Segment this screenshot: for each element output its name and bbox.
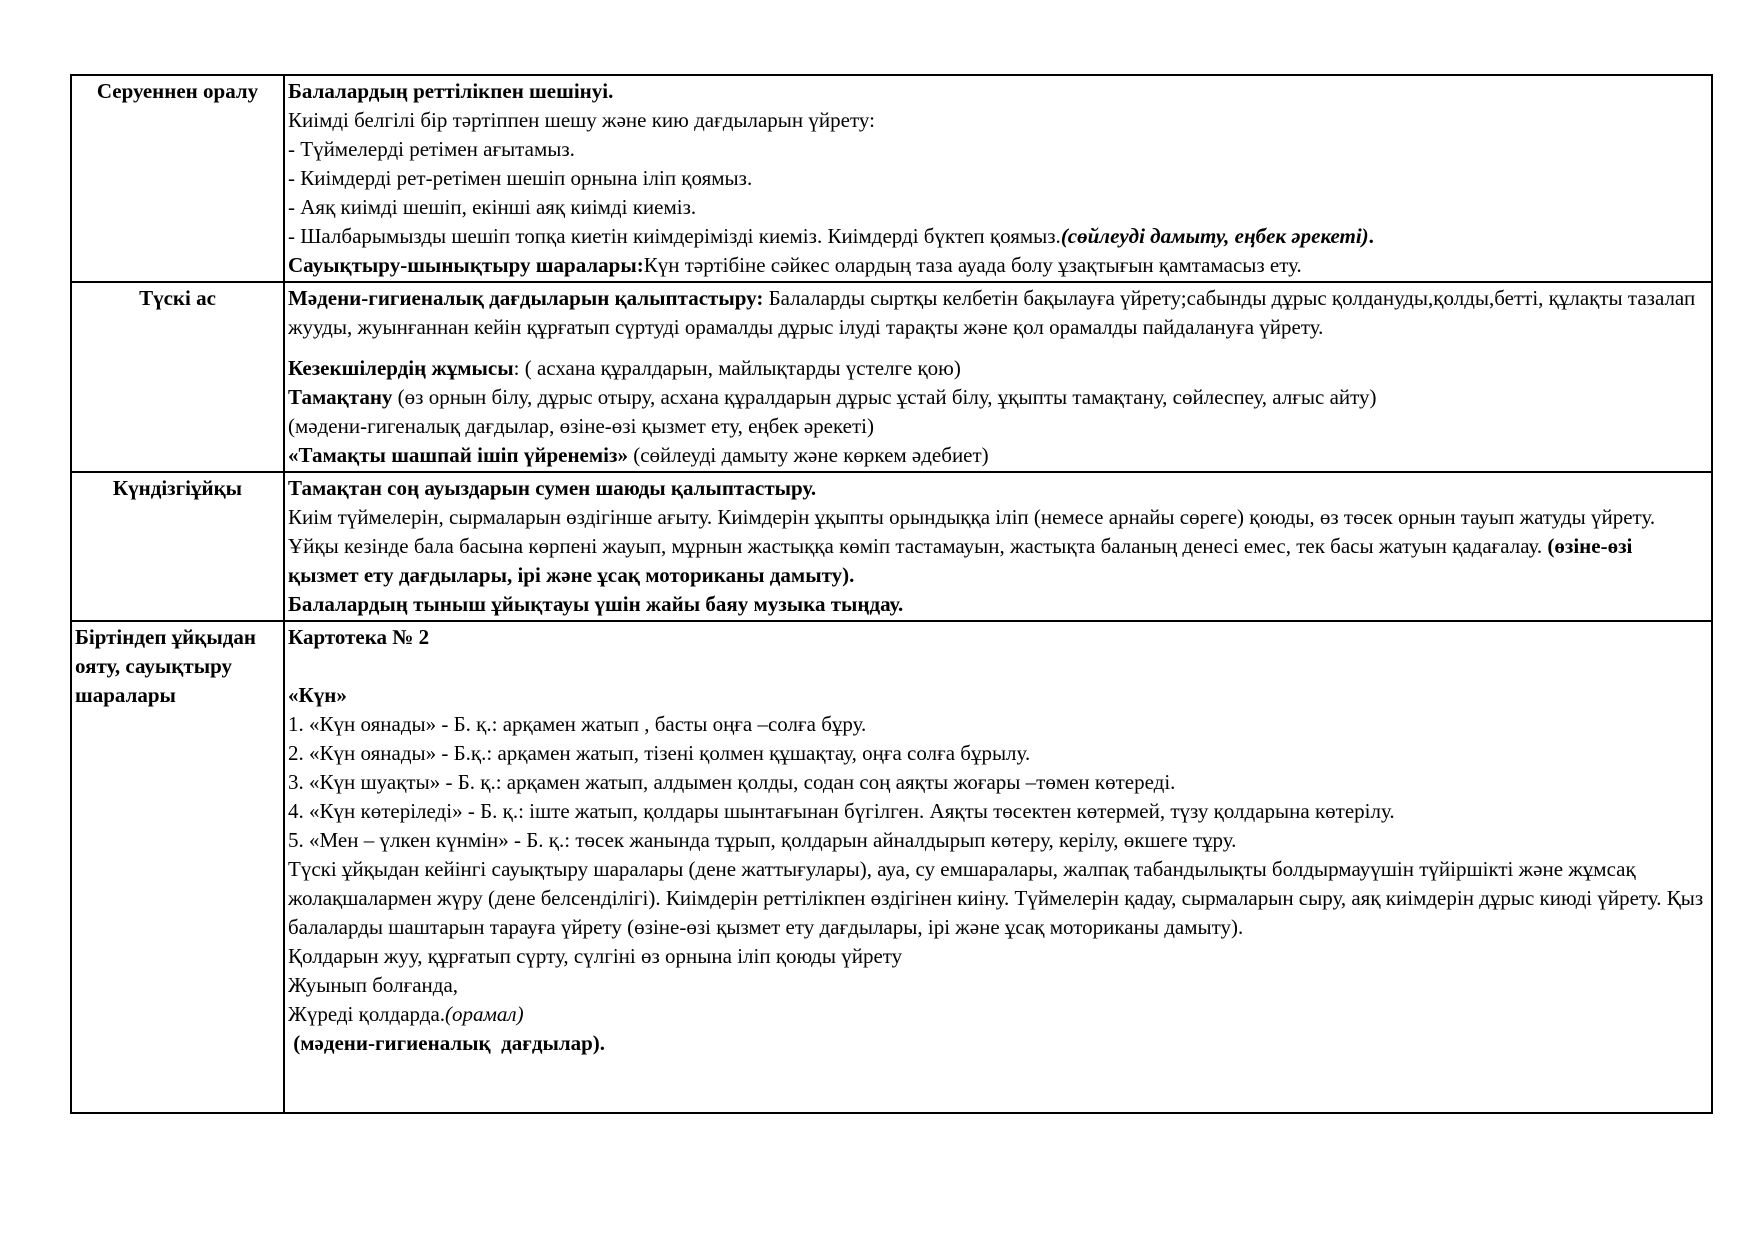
note-text: (сөйлеуді дамыту, еңбек әрекеті) — [1060, 224, 1369, 248]
text-line — [288, 441, 1708, 470]
section-title: «Тамақты шашпай ішіп үйренеміз» — [288, 443, 628, 467]
row-label: Серуеннен оралу — [71, 75, 284, 282]
punctuation: . — [1368, 224, 1374, 248]
text-segment: Балаларды сыртқы келбетін бақылауға үйрету;сабынды дұрыс қолдануды,қолды,бетті, құлақты тазалап жууды, жуынғаннан кейін құрғатып сүртуді орамалды дұрыс ілуді тарақты және қол орамалды пайдалануға үйрету. — [288, 286, 1696, 339]
card-number: Картотека № 2 — [288, 625, 430, 649]
exercise-item: 4. «Күн көтеріледі» - Б. қ.: іште жатып, қолдары шынтағынан бүгілген. Аяқты төсектен көтермей, түзу қолдарына көтерілу. — [288, 799, 1395, 823]
table-row — [71, 621, 1712, 1113]
text-line — [288, 251, 1708, 280]
table-row — [71, 472, 1712, 621]
text-line: - Түймелерді ретімен ағытамыз. — [288, 137, 575, 161]
text-line: Қолдарын жуу, құрғатып сүрту, сүлгіні өз орнына іліп қоюды үйрету — [288, 944, 903, 968]
table-row — [71, 282, 1712, 472]
poem-line: Жуынып болғанда, — [288, 973, 459, 997]
text-segment: Жүреді қолдарда. — [288, 1002, 446, 1026]
text-segment: Киім түймелерін, сырмаларын өздігінше ағыту. Киімдерін ұқыпты орындыққа іліп (немесе арнайы сөреге) қоюды, өз төсек орнын тауып жатуды үйрету. Ұйқы кезінде бала басына көрпені жауып, мұрнын жастыққа көміп тастамауын, жастықта баланың денесі емес, тек басы жатуын қадағалау. — [288, 505, 1656, 558]
text-line: (мәдени-гигеналық дағдылар, өзіне-өзі қызмет ету, еңбек әрекеті) — [288, 414, 875, 438]
row-content — [284, 621, 1712, 1113]
text-paragraph: Түскі ұйқыдан кейінгі сауықтыру шаралары (дене жаттығулары), ауа, су емшаралары, жалпақ табандылықты болдырмауүшін түйіршікті және жұмсақ жолақшалармен жүру (дене белсенділігі). Киімдерін реттілікпен өздігінен киіну. Түймелерін қадау, сырмаларын сыру, аяқ киімдерін дұрыс киюді үйрету. Қыз балаларды шаштарын тарауға үйрету (өзіне-өзі қызмет ету дағдылары, ірі және ұсақ моториканы дамыту). — [288, 857, 1704, 939]
row-label: Күндізгіұйқы — [71, 472, 284, 621]
text-line — [288, 354, 1708, 383]
row-content — [284, 282, 1712, 472]
exercise-item: 3. «Күн шуақты» - Б. қ.: арқамен жатып, алдымен қолды, содан соң аяқты жоғары –төмен көтереді. — [288, 770, 1176, 794]
row-content — [284, 472, 1712, 621]
text-segment: (сөйлеуді дамыту және көркем әдебиет) — [627, 443, 989, 467]
routine-table — [70, 74, 1713, 1114]
text-line — [288, 383, 1708, 412]
spacer — [288, 342, 1708, 354]
row-label: Біртіндеп ұйқыдан ояту, сауықтыру шаралары — [71, 621, 284, 1113]
card-title: «Күн» — [288, 683, 347, 707]
text-line: - Аяқ киімді шешіп, екінші аяқ киімді киеміз. — [288, 195, 697, 219]
text-segment: (өз орнын білу, дұрыс отыру, асхана құралдарын дұрыс ұстай білу, ұқыпты тамақтану, сөйлеспеу, алғыс айту) — [392, 385, 1377, 409]
text-segment: - Шалбарымызды шешіп топқа киетін киімдерімізді киеміз. Киімдерді бүктеп қоямыз. — [288, 224, 1061, 248]
text-segment: Күн тәртібіне сәйкес олардың таза ауада болу ұзақтығын қамтамасыз ету. — [643, 253, 1302, 277]
text-paragraph — [288, 503, 1708, 590]
text-segment: : ( асхана құралдарын, майлықтарды үстелге қою) — [513, 356, 961, 380]
section-title: Балалардың тыныш ұйықтауы үшін жайы баяу музыка тыңдау. — [288, 592, 904, 616]
section-title: Тамақтану — [288, 385, 393, 409]
row-content — [284, 75, 1712, 282]
exercise-item: 5. «Мен – үлкен күнмін» - Б. қ.: төсек жанында тұрып, қолдарын айналдырып көтеру, керілу, өкшеге тұру. — [288, 828, 1237, 852]
poem-line — [288, 1000, 1708, 1029]
section-title: Мәдени-гигиеналық дағдыларын қалыптастыру: — [288, 286, 764, 310]
final-note: (мәдени-гигиеналық дағдылар). — [288, 1031, 606, 1055]
row-label: Түскі ас — [71, 282, 284, 472]
text-line: Киімді белгілі бір тәртіппен шешу және кию дағдыларын үйрету: — [288, 108, 875, 132]
text-line: - Киімдерді рет-ретімен шешіп орнына іліп қоямыз. — [288, 166, 753, 190]
section-title: Кезекшілердің жұмысы — [288, 356, 514, 380]
note-text: (өзіне-өзі қызмет ету дағдылары, ірі және ұсақ моториканы дамыту). — [288, 534, 1633, 587]
exercise-item: 2. «Күн оянады» - Б.қ.: арқамен жатып, тізені қолмен құшақтау, оңға солға бұрылу. — [288, 741, 1031, 765]
section-title: Сауықтыру-шынықтыру шаралары: — [288, 253, 644, 277]
row-title: Балалардың реттілікпен шешінуі. — [288, 79, 614, 103]
exercise-item: 1. «Күн оянады» - Б. қ.: арқамен жатып , басты оңға –солға бұру. — [288, 712, 867, 736]
note-text: (орамал) — [445, 1002, 524, 1026]
row-title: Тамақтан соң ауыздарын сумен шаюды қалыптастыру. — [288, 476, 817, 500]
text-line — [288, 222, 1708, 251]
spacer — [288, 652, 1708, 681]
table-row — [71, 75, 1712, 282]
text-paragraph — [288, 284, 1708, 342]
